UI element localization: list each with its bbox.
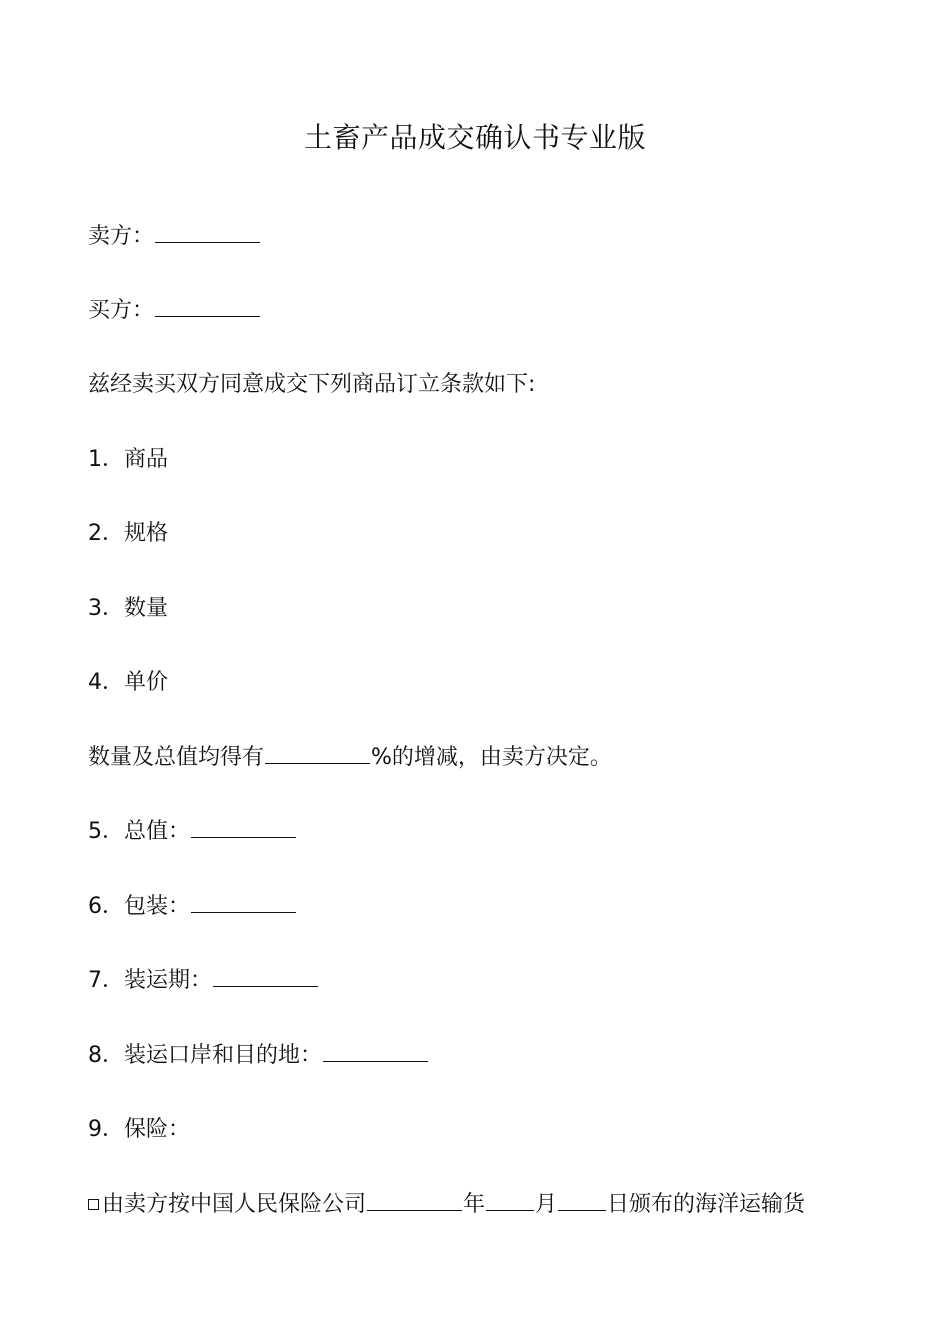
item-total-value <box>88 817 297 847</box>
insurance-clause-part1: 由卖方按中国人民保险公司 <box>102 1192 367 1217</box>
total-value-label: 5．总值： <box>88 819 190 844</box>
item-unit-price: 4．单价 <box>88 670 168 695</box>
document-title: 土畜产品成交确认书专业版 <box>303 121 646 154</box>
item-ports <box>88 1041 429 1071</box>
year-blank <box>367 1190 462 1211</box>
total-value-blank <box>191 817 296 838</box>
insurance-clause-day-suffix: 日颁布的海洋运输货 <box>607 1192 806 1217</box>
percentage-blank <box>265 743 370 764</box>
ports-label: 8．装运口岸和目的地： <box>88 1043 322 1068</box>
insurance-clause <box>88 1190 805 1220</box>
day-blank <box>558 1190 606 1211</box>
item-goods: 1．商品 <box>88 447 168 472</box>
item-packing <box>88 892 297 922</box>
item-quantity: 3．数量 <box>88 596 168 621</box>
seller-line <box>88 222 261 252</box>
item-shipment-period <box>88 966 319 996</box>
quantity-note <box>88 743 612 773</box>
seller-label: 卖方： <box>88 224 155 249</box>
item-insurance: 9．保险： <box>88 1117 190 1142</box>
checkbox-icon[interactable] <box>88 1199 99 1210</box>
buyer-blank <box>155 296 260 317</box>
buyer-label: 买方： <box>88 298 155 323</box>
month-blank <box>486 1190 534 1211</box>
month-label: 月 <box>535 1192 558 1217</box>
seller-blank <box>155 222 260 243</box>
intro-text: 兹经卖买双方同意成交下列商品订立条款如下: <box>88 372 536 397</box>
packing-label: 6．包装： <box>88 894 190 919</box>
item-specification: 2．规格 <box>88 521 168 546</box>
year-label: 年 <box>463 1192 486 1217</box>
quantity-note-prefix: 数量及总值均得有 <box>88 745 265 770</box>
shipment-period-label: 7．装运期： <box>88 968 212 993</box>
packing-blank <box>191 892 296 913</box>
ports-blank <box>323 1041 428 1062</box>
shipment-period-blank <box>213 966 318 987</box>
buyer-line <box>88 296 261 326</box>
quantity-note-suffix: %的增减，由卖方决定。 <box>371 745 612 770</box>
